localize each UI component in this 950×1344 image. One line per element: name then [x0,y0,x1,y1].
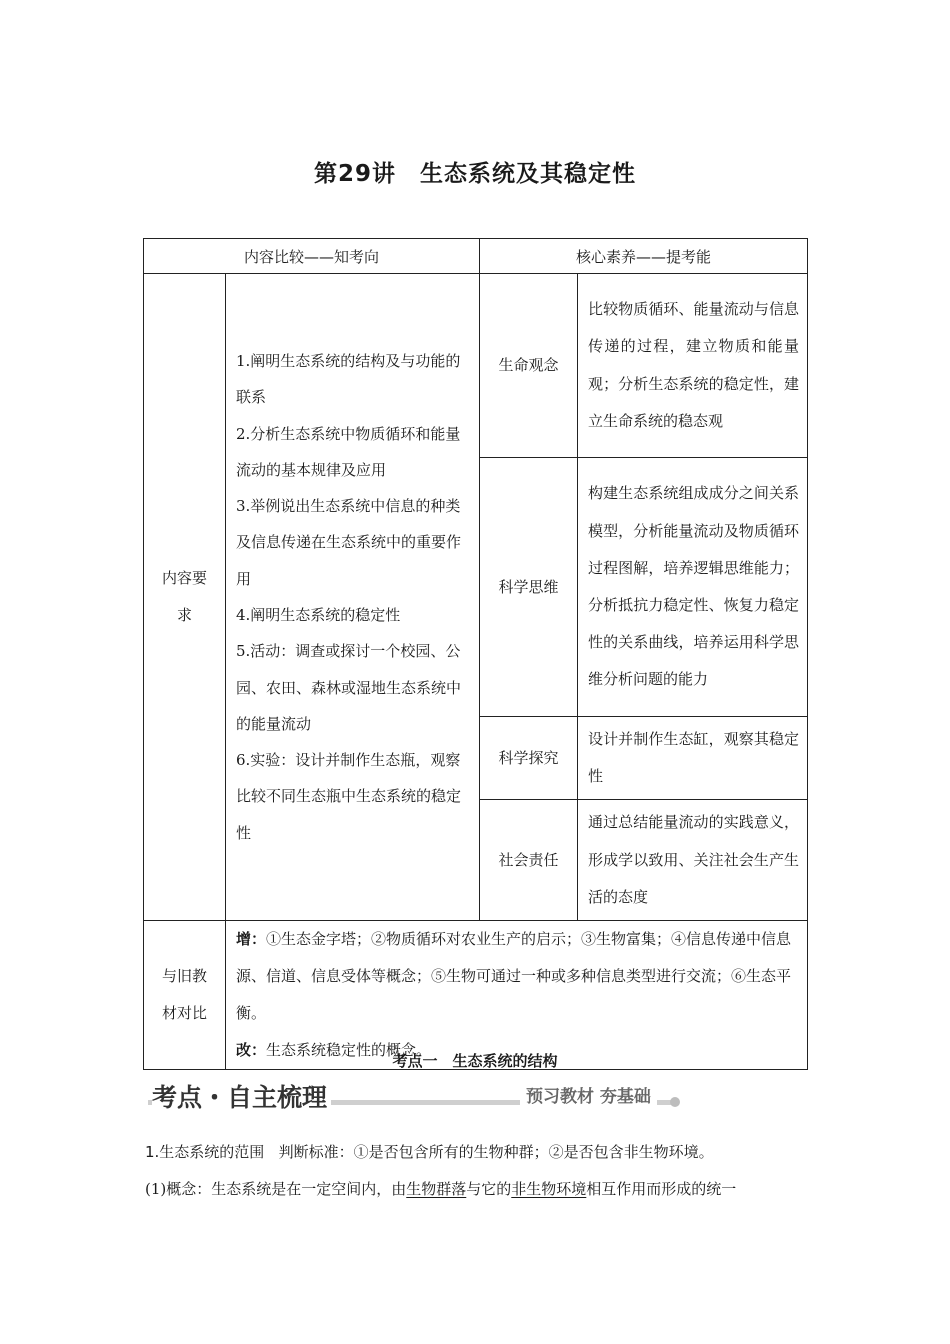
header-left: 内容比较——知考向 [144,239,480,274]
literacy-text: 通过总结能量流动的实践意义，形成学以致用、关注社会生产生活的态度 [578,800,808,921]
banner-dot-icon [670,1097,680,1107]
banner-main: 考点・自主梳理 [152,1078,331,1114]
blank-abiotic-environment: 非生物环境 [511,1180,587,1198]
requirement-item: 5.活动：调查或探讨一个校园、公园、农田、森林或湿地生态系统中的能量流动 [236,642,462,733]
requirements-cell [226,274,480,921]
concept-mid: 与它的 [466,1180,512,1198]
literacy-text: 构建生态系统组成成分之间关系模型，分析能量流动及物质循环过程图解，培养逻辑思维能力；分析抵抗力稳定性、恢复力稳定性的关系曲线，培养运用科学思维分析问题的能力 [578,458,808,717]
section-title: 考点一 生态系统的结构 [392,1052,558,1070]
scope-criteria: 判断标准：①是否包含所有的生物种群；②是否包含非生物环境。 [278,1143,714,1161]
paragraph-concept [145,1178,736,1199]
add-label: 增： [236,930,267,949]
comparison-cell [226,921,808,1070]
header-right: 核心素养——提考能 [480,239,808,274]
comparison-add [236,921,799,1032]
scope-heading: 1.生态系统的范围 [145,1143,265,1161]
literacy-text: 比较物质循环、能量流动与信息传递的过程，建立物质和能量观；分析生态系统的稳定性，建立生命系统的稳态观 [578,274,808,458]
requirement-item: 2.分析生态系统中物质循环和能量流动的基本规律及应用 [236,424,461,479]
add-text: ①生态金字塔；②物质循环对农业生产的启示；③生物富集；④信息传递中信息源、信道、信息受体等概念；⑤生物可通过一种或多种信息类型进行交流；⑥生态平衡。 [236,930,792,1023]
literacy-name: 科学思维 [480,458,578,717]
change-label: 改： [236,1041,267,1060]
paragraph-scope [145,1141,714,1162]
concept-suffix: 相互作用而形成的统一 [586,1180,737,1198]
requirement-item: 4.阐明生态系统的稳定性 [236,606,401,624]
literacy-text: 设计并制作生态缸，观察其稳定性 [578,717,808,800]
cmp-label: 与旧教材对比 [144,921,226,1070]
page-title: 第29讲 生态系统及其稳定性 [313,161,636,187]
requirement-item: 6.实验：设计并制作生态瓶，观察比较不同生态瓶中生态系统的稳定性 [236,751,462,842]
req-label: 内容要求 [144,274,226,921]
requirement-item: 3.举例说出生态系统中信息的种类及信息传递在生态系统中的重要作用 [236,497,462,588]
literacy-name: 生命观念 [480,274,578,458]
content-table [143,238,808,1070]
section-banner [148,1078,678,1114]
literacy-name: 社会责任 [480,800,578,921]
change-text: 生态系统稳定性的概念。 [266,1041,432,1060]
literacy-name: 科学探究 [480,717,578,800]
concept-prefix: (1)概念：生态系统是在一定空间内，由 [145,1180,407,1198]
requirement-item: 1.阐明生态系统的结构及与功能的联系 [236,351,461,407]
blank-biotic-community: 生物群落 [406,1180,467,1198]
banner-sub: 预习教材 夯基础 [520,1082,657,1107]
